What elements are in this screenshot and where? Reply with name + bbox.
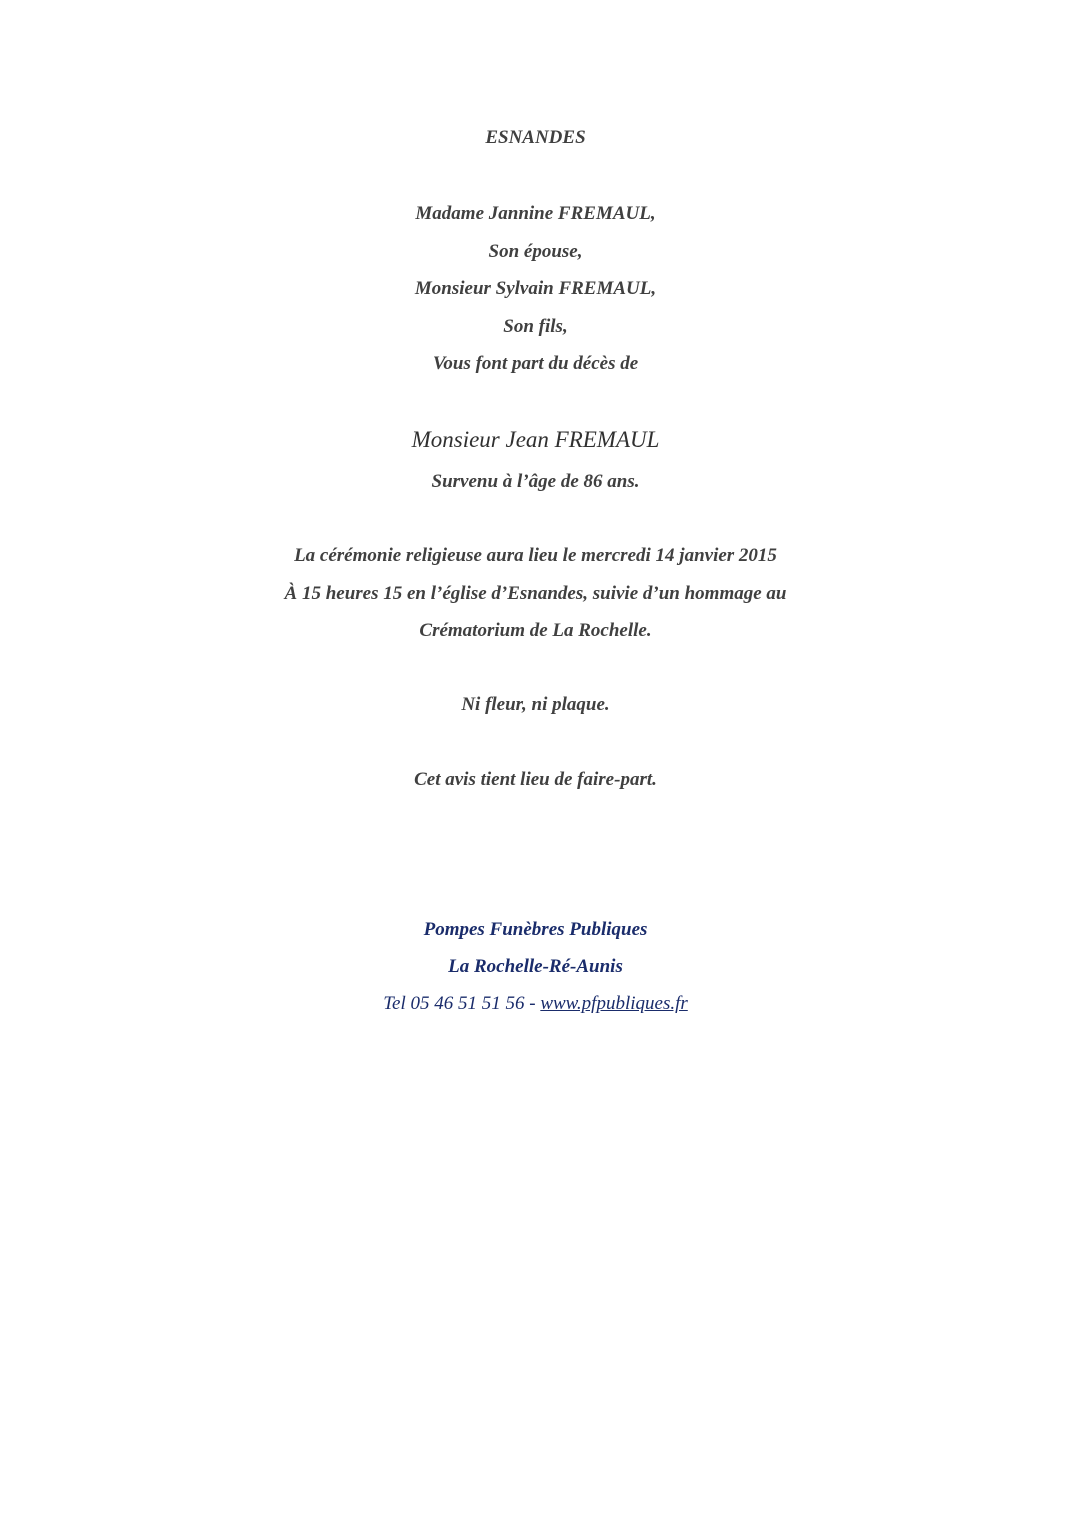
town-heading: ESNANDES [485, 127, 586, 148]
funeral-company-name: Pompes Funèbres Publiques [423, 919, 648, 940]
family-line-wife-relation: Son épouse, [488, 241, 583, 262]
ceremony-line-3: Crématorium de La Rochelle. [419, 620, 652, 641]
family-line-son-relation: Son fils, [503, 316, 568, 337]
family-line-wife-name: Madame Jannine FREMAUL, [415, 203, 656, 224]
contact-line [0, 992, 1071, 1016]
phone-text: Tel 05 46 51 51 56 - [383, 993, 541, 1014]
funeral-company-location: La Rochelle-Ré-Aunis [448, 956, 623, 977]
flowers-notice: Ni fleur, ni plaque. [461, 694, 610, 715]
announcement-intro: Vous font part du décès de [432, 353, 639, 374]
website-link[interactable]: www.pfpubliques.fr [540, 993, 688, 1014]
family-line-son-name: Monsieur Sylvain FREMAUL, [414, 278, 657, 299]
ceremony-line-1: La cérémonie religieuse aura lieu le mercredi 14 janvier 2015 [294, 545, 777, 566]
deceased-name: Monsieur Jean FREMAUL [411, 427, 660, 452]
faire-part-notice: Cet avis tient lieu de faire-part. [414, 769, 657, 790]
age-line: Survenu à l’âge de 86 ans. [431, 471, 640, 492]
ceremony-line-2: À 15 heures 15 en l’église d’Esnandes, suivie d’un hommage au [284, 583, 787, 604]
